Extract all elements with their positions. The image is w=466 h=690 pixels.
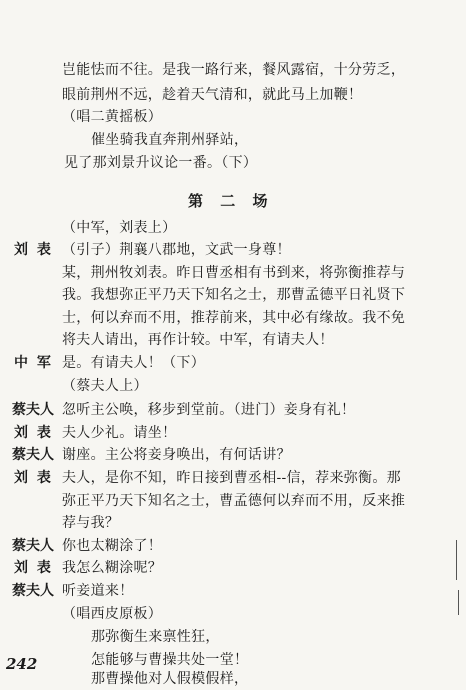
- speaker-name: 中 军: [14, 355, 53, 371]
- dialogue-line: 夫人少礼。请坐！: [62, 425, 177, 441]
- speaker-name: 蔡夫人: [12, 447, 54, 463]
- sung-line: 怎能够与曹操共处一堂！: [91, 652, 249, 668]
- speaker-name: 蔡夫人: [12, 583, 54, 599]
- scene-heading: 第 二 场: [188, 192, 274, 210]
- stage-direction: （蔡夫人上）: [62, 378, 148, 394]
- speaker-name: 刘 表: [14, 560, 53, 576]
- speaker-name: 刘 表: [14, 425, 53, 441]
- dialogue-line: 是。有请夫人！（下）: [62, 355, 205, 371]
- dialogue-line: 你也太糊涂了！: [62, 538, 163, 554]
- text-line: 眼前荆州不远，趁着天气清和，就此马上加鞭！: [62, 87, 363, 103]
- sung-line: 催坐骑我直奔荆州驿站，: [91, 132, 249, 148]
- dialogue-line: 谢座。主公将妾身唤出，有何话讲？: [62, 447, 291, 463]
- page-number: 242: [6, 655, 38, 673]
- sung-line: 那曹操他对人假模假样，: [91, 671, 249, 687]
- dialogue-line: 我怎么糊涂呢？: [62, 560, 163, 576]
- stage-direction: （中军，刘表上）: [62, 220, 177, 236]
- dialogue-line: 荐与我？: [62, 515, 120, 531]
- speaker-name: 蔡夫人: [12, 538, 54, 554]
- dialogue-line: 忽听主公唤，移步到堂前。（进门）妾身有礼！: [62, 402, 356, 418]
- speaker-name: 蔡夫人: [12, 402, 54, 418]
- dialogue-line: （引子）荆襄八郡地，文武一身尊！: [62, 242, 291, 258]
- stage-direction: （唱二黄摇板）: [62, 109, 163, 125]
- dialogue-line: 某，荆州牧刘表。昨日曹丞相有书到来，将弥衡推荐与: [62, 265, 406, 281]
- text-line: 岂能怯而不往。是我一路行来，餐风露宿，十分劳乏，: [62, 62, 406, 78]
- scan-edge-mark: [458, 590, 459, 615]
- dialogue-line: 弥正平乃天下知名之士，曹孟德何以弃而不用，反来推: [62, 493, 406, 509]
- dialogue-line: 士，何以弃而不用，推荐前来，其中必有缘故。我不免: [62, 310, 406, 326]
- dialogue-line: 夫人，是你不知，昨日接到曹丞相--信，荐来弥衡。那: [62, 470, 401, 486]
- speaker-name: 刘 表: [14, 470, 53, 486]
- dialogue-line: 我。我想弥正平乃天下知名之士，那曹孟德平日礼贤下: [62, 287, 406, 303]
- dialogue-line: 将夫人请出，再作计较。中军，有请夫人！: [62, 332, 334, 348]
- dialogue-line: 听妾道来！: [62, 583, 134, 599]
- scan-edge-mark: [456, 540, 457, 580]
- speaker-name: 刘 表: [14, 242, 53, 258]
- sung-line: 见了那刘景升议论一番。（下）: [64, 155, 258, 171]
- stage-direction: （唱西皮原板）: [62, 606, 163, 622]
- sung-line: 那弥衡生来禀性狂，: [91, 629, 220, 645]
